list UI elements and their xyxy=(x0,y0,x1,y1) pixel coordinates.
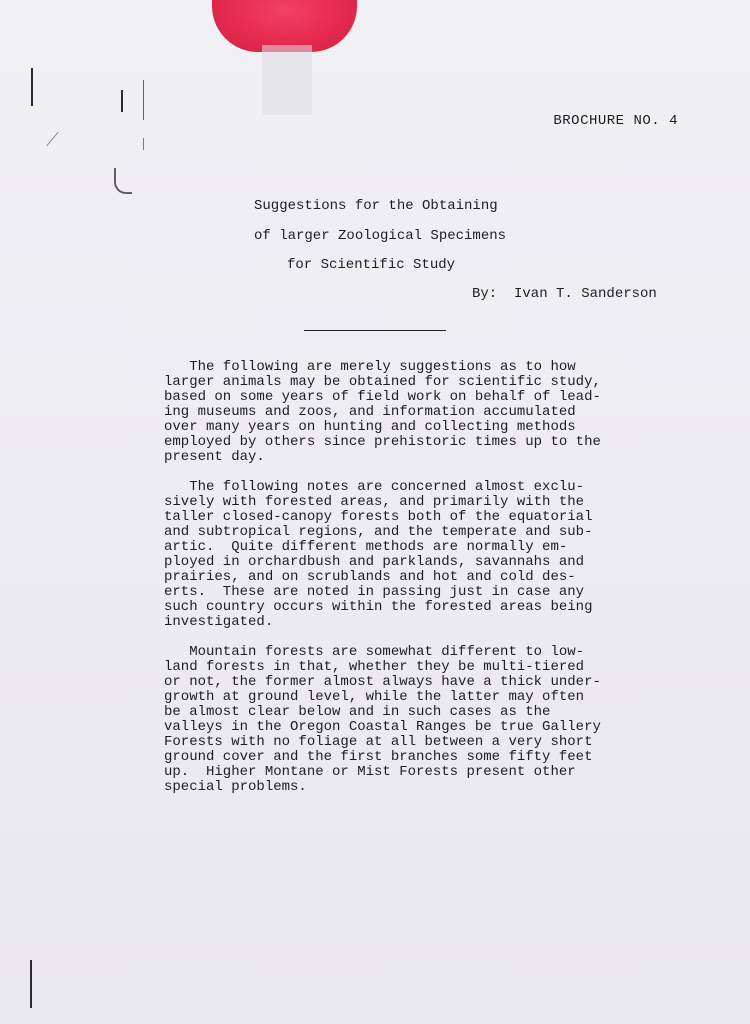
text-line: special problems. xyxy=(164,779,307,795)
text-line: ing museums and zoos, and information accumulated xyxy=(164,404,576,420)
tape-strip xyxy=(262,45,312,115)
title-line-1: Suggestions for the Obtaining xyxy=(254,198,498,214)
pencil-tick xyxy=(46,132,58,146)
text-line: investigated. xyxy=(164,614,274,630)
text-line: ground cover and the first branches some fifty feet xyxy=(164,749,593,765)
text-line: prairies, and on scrublands and hot and cold des- xyxy=(164,569,576,585)
body-paragraph xyxy=(164,480,644,630)
text-line: erts. These are noted in passing just in case any xyxy=(164,584,585,600)
text-line: Forests with no foliage at all between a very short xyxy=(164,734,593,750)
text-line: up. Higher Montane or Mist Forests present other xyxy=(164,764,576,780)
body-paragraph xyxy=(164,645,644,795)
title-line-3: for Scientific Study xyxy=(287,257,456,273)
binder-mark xyxy=(121,90,123,112)
pencil-curl xyxy=(114,168,132,194)
text-line: larger animals may be obtained for scientific study, xyxy=(164,374,601,390)
text-line: such country occurs within the forested areas being xyxy=(164,599,593,615)
text-line: over many years on hunting and collecting methods xyxy=(164,419,576,435)
text-line: be almost clear below and in such cases as the xyxy=(164,704,551,720)
body-paragraph xyxy=(164,360,644,465)
binder-mark xyxy=(143,80,144,120)
text-line: or not, the former almost always have a thick under- xyxy=(164,674,601,690)
text-line: ployed in orchardbush and parklands, savannahs and xyxy=(164,554,585,570)
text-line: based on some years of field work on behalf of lead- xyxy=(164,389,601,405)
title-line-2: of larger Zoological Specimens xyxy=(254,228,507,244)
text-line: present day. xyxy=(164,449,265,465)
binder-mark xyxy=(143,138,144,150)
text-line: Mountain forests are somewhat different to low- xyxy=(164,644,585,660)
text-line: artic. Quite different methods are normally em- xyxy=(164,539,568,555)
text-line: taller closed-canopy forests both of the equatorial xyxy=(164,509,593,525)
text-line: valleys in the Oregon Coastal Ranges be true Gallery xyxy=(164,719,601,735)
binder-mark xyxy=(30,960,32,1008)
text-line: land forests in that, whether they be multi-tiered xyxy=(164,659,585,675)
title-divider xyxy=(304,330,446,331)
text-line: employed by others since prehistoric times up to the xyxy=(164,434,601,450)
body-text xyxy=(164,360,644,810)
text-line: The following are merely suggestions as to how xyxy=(164,359,576,375)
brochure-number: BROCHURE NO. 4 xyxy=(553,113,678,129)
text-line: and subtropical regions, and the temperate and sub- xyxy=(164,524,593,540)
text-line: The following notes are concerned almost exclu- xyxy=(164,479,585,495)
text-line: sively with forested areas, and primarily with the xyxy=(164,494,585,510)
binder-mark xyxy=(31,68,33,106)
author-byline: By: Ivan T. Sanderson xyxy=(472,286,657,302)
text-line: growth at ground level, while the latter may often xyxy=(164,689,585,705)
